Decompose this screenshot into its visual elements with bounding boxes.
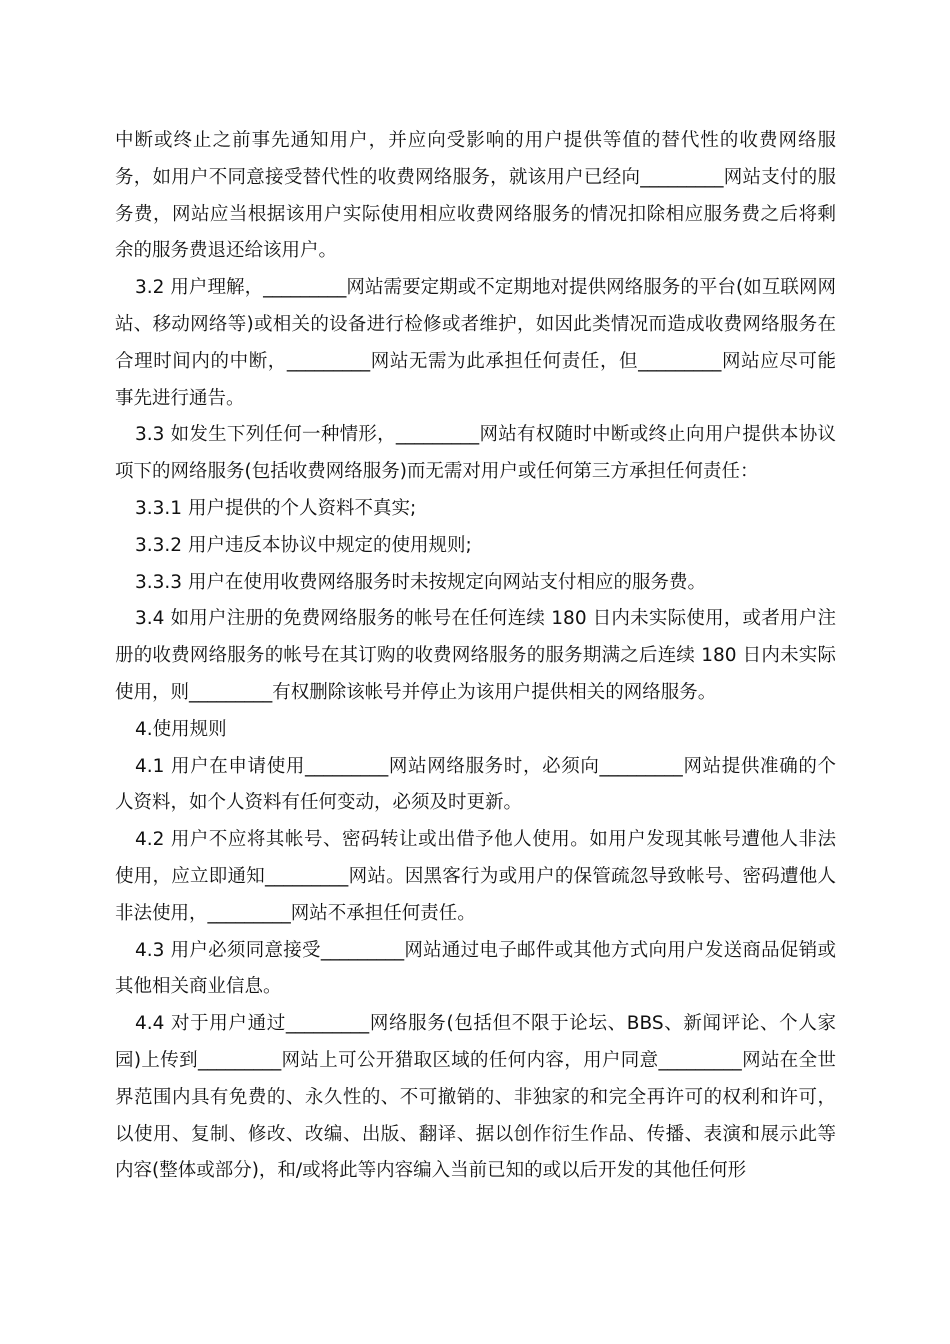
clause-3-3: 3.3 如发生下列任何一种情形，_________网站有权随时中断或终止向用户提供本协议项下的网络服务(包括收费网络服务)而无需对用户或任何第三方承担任何责任： xyxy=(115,424,836,483)
clause-4-2: 4.2 用户不应将其帐号、密码转让或出借予他人使用。如用户发现其帐号遭他人非法使用，应立即通知_________网站。因黑客行为或用户的保管疏忽导致帐号、密码遭他人非法使用，_________网站不承担任何责任。 xyxy=(115,829,836,924)
document-body xyxy=(115,123,836,1190)
clause-4-3: 4.3 用户必须同意接受_________网站通过电子邮件或其他方式向用户发送商品促销或其他相关商业信息。 xyxy=(115,939,836,998)
clause-4-1: 4.1 用户在申请使用_________网站网络服务时，必须向_________网站提供准确的个人资料，如个人资料有任何变动，必须及时更新。 xyxy=(115,755,836,814)
clause-4-4: 4.4 对于用户通过_________网络服务(包括但不限于论坛、BBS、新闻评论、个人家园)上传到_________网站上可公开猎取区域的任何内容，用户同意_________网站在全世界范围内具有免费的、永久性的、不可撤销的、非独家的和完全再许可的权利和许可，以使用、复制、修改、改编、出版、翻译、据以创作衍生作品、传播、表演和展示此等内容(整体或部分)，和/或将此等内容编入当前已知的或以后开发的其他任何形 xyxy=(115,1013,836,1182)
clause-3-3-1: 3.3.1 用户提供的个人资料不真实; xyxy=(135,497,417,519)
clause-3-3-3: 3.3.3 用户在使用收费网络服务时未按规定向网站支付相应的服务费。 xyxy=(135,571,706,593)
clause-3-4: 3.4 如用户注册的免费网络服务的帐号在任何连续 180 日内未实际使用，或者用户注册的收费网络服务的帐号在其订购的收费网络服务的服务期满之后连续 180 日内未实际使用，则_________有权删除该帐号并停止为该用户提供相关的网络服务。 xyxy=(115,608,836,703)
paragraph-continuation: 中断或终止之前事先通知用户，并应向受影响的用户提供等值的替代性的收费网络服务，如用户不同意接受替代性的收费网络服务，就该用户已经向_________网站支付的服务费，网站应当根据该用户实际使用相应收费网络服务的情况扣除相应服务费之后将剩余的服务费退还给该用户。 xyxy=(115,130,836,262)
section-heading-4: 4.使用规则 xyxy=(135,718,227,740)
clause-3-3-2: 3.3.2 用户违反本协议中规定的使用规则; xyxy=(135,534,472,556)
clause-3-2: 3.2 用户理解，_________网站需要定期或不定期地对提供网络服务的平台(如互联网网站、移动网络等)或相关的设备进行检修或者维护，如因此类情况而造成收费网络服务在合理时间内的中断，_________网站无需为此承担任何责任，但_________网站应尽可能事先进行通告。 xyxy=(115,277,836,409)
